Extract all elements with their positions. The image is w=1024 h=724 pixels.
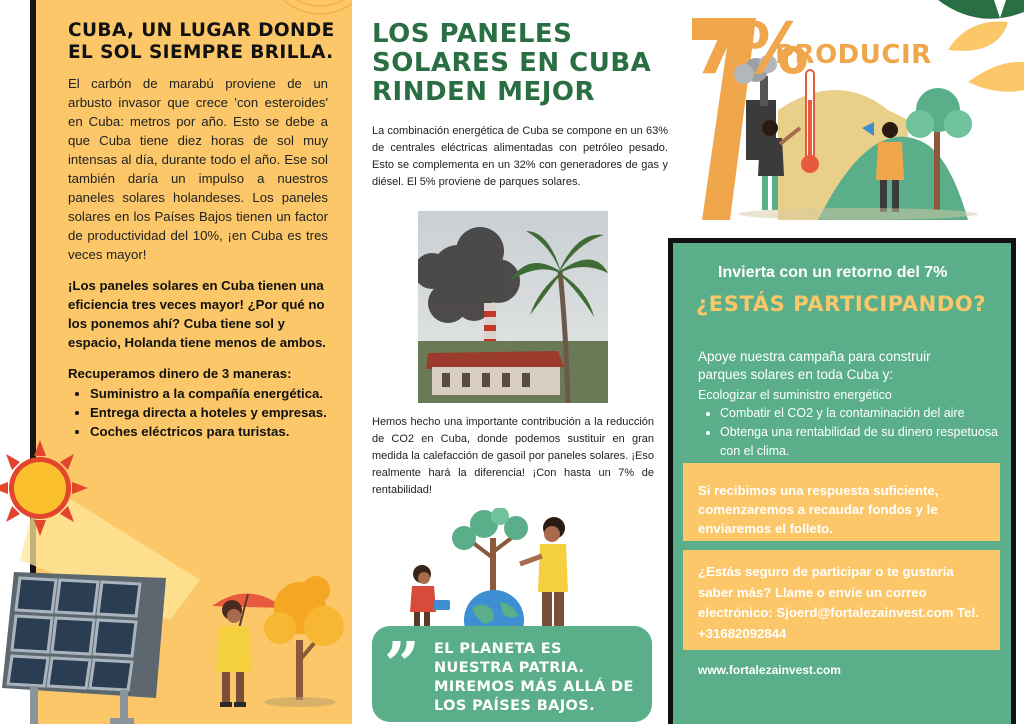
ways-title: Recuperamos dinero de 3 maneras: xyxy=(68,366,292,381)
list-item: • Coches eléctricos para turistas. xyxy=(90,422,340,441)
leaf-decoration-icon xyxy=(938,0,1024,92)
benefits-list xyxy=(720,404,1000,461)
globe-icon xyxy=(464,590,524,630)
response-text: Si recibimos una respuesta suficiente, comenzaremos a recaudar fondos y le enviaremos el folleto. xyxy=(698,483,939,536)
quote-text: EL PLANETA ES NUESTRA PATRIA. MIREMOS MÁS ALLÁ DE LOS PAÍSES BAJOS. xyxy=(434,641,634,714)
invest-title: Invierta con un retorno del 7% xyxy=(718,264,948,281)
quote-mark-icon: ” xyxy=(384,628,420,701)
support-paragraph: Apoye nuestra campaña para construir parques solares en toda Cuba y: xyxy=(698,349,931,382)
tree-illustration xyxy=(452,508,528,598)
solar-panel-illustration xyxy=(0,440,352,724)
left-title: CUBA, UN LUGAR DONDE EL SOL SIEMPRE BRILLA. xyxy=(68,20,335,63)
list-item: • Obtenga una rentabilidad de su dinero respetuosa con el clima. xyxy=(720,423,1000,461)
left-body-paragraph: El carbón de marabú proviene de un arbusto invasor que crece 'con esteroides' en Cuba: metros por año. Esto se debe a que Cuba tiene diez horas de sol muy intensas al día, durante todo el año. Ese sol también daría un impulso a nuestros paneles solares holandeses. Los paneles solares en los Países Bajos tienen un factor de productividad del 10%, ¡en Cuba es tres veces mayor! xyxy=(68,76,328,262)
woman-with-umbrella-illustration xyxy=(212,593,284,707)
ecologize-line: Ecologizar el suministro energético xyxy=(698,388,892,402)
tree-illustration xyxy=(264,576,344,707)
planet-people-illustration xyxy=(392,508,592,630)
boy-illustration xyxy=(520,517,568,628)
middle-title: LOS PANELES SOLARES EN CUBA RINDEN MEJOR xyxy=(372,19,652,107)
contact-text[interactable]: ¿Estás seguro de participar o te gustaría saber más? Llame o envíe un correo electrónico: Sjoerd@fortalezainvest.com Tel. +31682092844 xyxy=(698,564,979,641)
left-bold-paragraph: ¡Los paneles solares en Cuba tienen una eficiencia tres veces mayor! ¿Por qué no los ponemos ahí? Cuba tiene sol y espacio, Holanda tiene menos de ambos. xyxy=(68,278,326,350)
website-link[interactable]: www.fortalezainvest.com xyxy=(698,663,841,677)
ways-list xyxy=(90,384,340,441)
co2-reduction-paragraph: Hemos hecho una importante contribución a la reducción de CO2 en Cuba, donde podemos sustituir en gran medida la calefacción de gasoil por paneles solares. ¡Eso realmente hará la diferencia! ¡Con hasta un 7% de rentabilidad! xyxy=(372,416,654,496)
list-item: • Suministro a la compañía energética. xyxy=(90,384,340,403)
producir-label: PRODUCIR xyxy=(775,40,932,70)
girl-illustration xyxy=(410,565,450,628)
list-item: • Entrega directa a hoteles y empresas. xyxy=(90,403,340,422)
seven-percent-label: 7% xyxy=(692,8,807,90)
quote-box xyxy=(372,626,652,722)
energy-mix-paragraph: La combinación energética de Cuba se compone en un 63% de centrales eléctricas alimentadas con petróleo pesado. Esto se complementa en un 32% con generadores de gas y diésel. El 5% proviene de parques solares. xyxy=(372,125,668,188)
participating-heading: ¿ESTÁS PARTICIPANDO? xyxy=(696,292,987,316)
list-item: • Combatir el CO2 y la contaminación del aire xyxy=(720,404,1000,423)
power-plant-photo xyxy=(418,211,608,403)
solar-panel-icon xyxy=(2,572,166,724)
